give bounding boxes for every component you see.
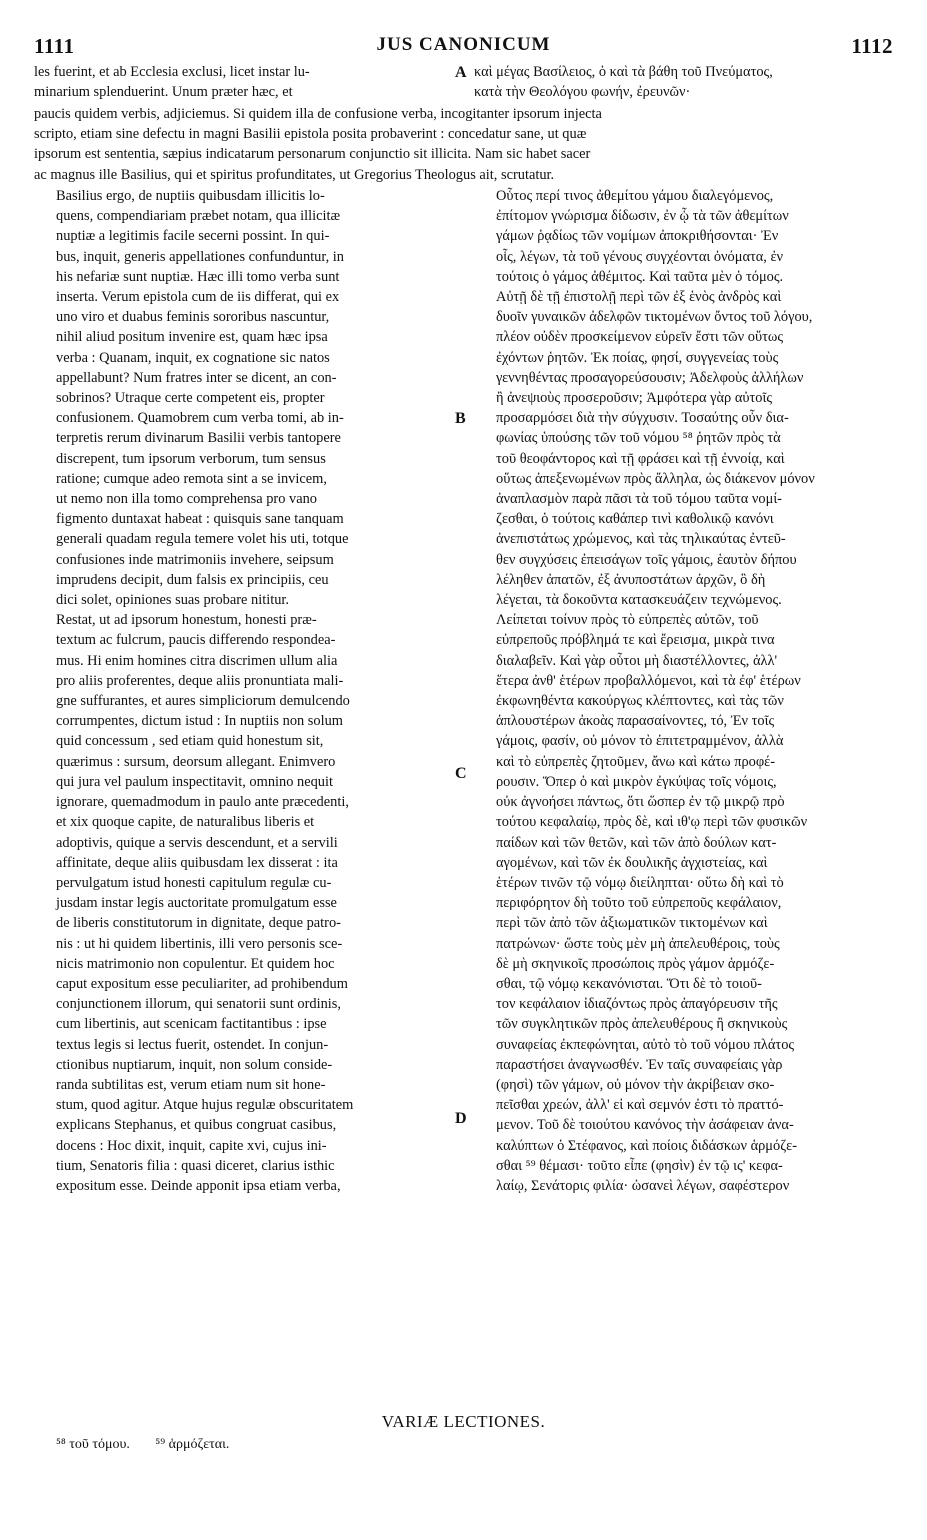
latin-line: confusionem. Quamobrem cum verba tomi, ab in- [56, 410, 344, 427]
latin-line: pervulgatum istud honesti capitulum regulæ cu- [56, 874, 332, 891]
latin-line: nuptiæ a legitimis facile secerni possint. In qui- [56, 228, 330, 245]
latin-line: corrumpentes, dictum istud : In nuptiis non solum [56, 713, 343, 730]
greek-line: καὶ τὸ εὐπρεπὲς ζητοῦμεν, ἄνω καὶ κάτω προφέ- [496, 753, 776, 770]
greek-line: ἕτερα ἀνθ' ἑτέρων προβαλλόμενοι, καὶ τὰ ἐφ' ἑτέρων [496, 672, 801, 689]
latin-line: textum ac fulcrum, paucis differendo respondea- [56, 632, 336, 649]
latin-line: explicans Stephanus, et quibus congruat casibus, [56, 1117, 337, 1134]
margin-letter-c: C [455, 765, 467, 782]
latin-line: imprudens decipit, dum falsis ex principiis, ceu [56, 571, 329, 588]
greek-line: τούτου κεφαλαίῳ, πρὸς δὲ, καὶ ιθ'ῳ περὶ τῶν φυσικῶν [496, 814, 808, 831]
latin-line: randa subtilitas est, verum etiam num sit hone- [56, 1076, 326, 1093]
greek-line: αγομένων, καὶ τῶν ἐκ δουλικῆς ἀγχιστείας, καὶ [496, 854, 768, 871]
margin-letter-a: A [455, 64, 467, 81]
greek-line: λαίῳ, Σενάτορις φιλία· ὡσανεὶ λέγων, σαφέστερον [496, 1177, 790, 1194]
greek-line: πλέον οὐδὲν προσκείμενον εὑρεῖν ἔστι τῶν οὕτως [496, 329, 784, 346]
greek-line: δὲ μὴ σκηνικοῖς προσώποις πρὸς γάμον ἁρμόζε- [496, 955, 775, 972]
greek-line: Λείπεται τοίνυν πρὸς τὸ εὐπρεπὲς αὐτῶν, τοῦ [496, 612, 759, 629]
greek-line: (φησὶ) τῶν γάμων, οὐ μόνον τὴν ἀκρίβειαν σκο- [496, 1076, 775, 1093]
latin-line: verba : Quanam, inquit, ex cognatione sic natos [56, 349, 330, 366]
variant-note: ⁵⁹ ἁρμόζεται. [155, 1437, 230, 1452]
latin-line: expositum esse. Deinde apponit ipsa etiam verba, [56, 1177, 341, 1194]
greek-line: τοῦ θεοφάντορος καὶ τῇ φράσει καὶ τῇ ἐννοίᾳ, καὶ [496, 450, 785, 467]
latin-line: caput expositum esse peculiariter, ad prohibendum [56, 975, 348, 992]
latin-paragraph [34, 186, 447, 610]
latin-line: Restat, ut ad ipsorum honestum, honesti præ- [56, 612, 317, 629]
latin-line: figmento duntaxat habeat : quisquis sane tanquam [56, 511, 344, 528]
latin-line: his nefariæ sunt nuptiæ. Hæc illi tomo verba sunt [56, 268, 340, 285]
greek-line: ζεσθαι, ὁ τούτοις καθάπερ τινὶ καθολικῷ κανόνι [496, 511, 774, 528]
greek-line: οὐκ ἀγνοήσει πάντως, ὅτι ὥσπερ ἐν τῷ μικρῷ πρὸ [496, 794, 785, 811]
latin-line: minarium splenduerint. Unum præter hæc, et [34, 84, 293, 101]
greek-line: γάμων ῥᾳδίως τῶν νομίμων ἀποκριθήσονται· Ἐν [496, 228, 779, 245]
running-title: JUS CANONICUM [376, 34, 551, 55]
latin-line: nis : ut hi quidem libertinis, illi vero personis sce- [56, 935, 343, 952]
latin-line: sobrinos? Utraque certe competent eis, propter [56, 390, 325, 407]
latin-line: conjunctionem illorum, qui senatorii sunt ordinis, [56, 996, 341, 1013]
greek-line: εὐπρεποῦς πρόβλημά τε καὶ ἔρεισμα, μικρὰ τινα [496, 632, 775, 649]
greek-line: συναφείας ἐκπεφώνηται, αὐτὸ τὸ τοῦ νόμου πλάτος [496, 1036, 795, 1053]
latin-line: pro aliis proferentes, deque aliis pronuntiata mali- [56, 672, 344, 689]
latin-line: inserta. Verum epistola cum de iis differat, qui ex [56, 289, 340, 306]
latin-column [34, 186, 447, 1196]
greek-line: λέγεται, τὰ δοκοῦντα κατασκευάζειν τεχνώμενος. [496, 592, 782, 609]
greek-line: τούτοις ὁ γάμος ἀθέμιτος. Καὶ ταῦτα μὲν ὁ τόμος. [496, 268, 784, 285]
greek-line: γεννηθέντας προσαγορεύσουσιν; Ἀδελφοὺς ἀλλήλων [496, 369, 804, 386]
latin-line: ratione; cumque adeo remota sint a se invicem, [56, 470, 327, 487]
greek-line: τῶν συγκλητικῶν πρὸς ἀπελευθέρους ἢ σκηνικοὺς [496, 1016, 788, 1033]
greek-line: κατὰ τὴν Θεολόγου φωνήν, ἐρευνῶν· [474, 84, 691, 101]
greek-line: πεῖσθαι χρεών, ἀλλ' εἰ καὶ σεμνόν ἐστι τὸ πραττό- [496, 1097, 784, 1114]
latin-line: textus legis si lectus fuerit, ostendet. In conjun- [56, 1036, 329, 1053]
page-number-left: 1111 [34, 34, 75, 58]
variae-lectiones-notes [56, 1437, 251, 1453]
latin-line: affinitate, deque aliis quibusdam lex disserat : ita [56, 854, 338, 871]
latin-line: Basilius ergo, de nuptiis quibusdam illicitis lo- [56, 188, 325, 204]
greek-paragraph [474, 610, 892, 1196]
latin-line: tium, Senatoris filia : quasi diceret, clarius isthic [56, 1157, 335, 1174]
latin-line: de liberis constitutorum in dignitate, deque patro- [56, 915, 341, 932]
greek-line: ρουσιν. Ὅπερ ὁ καὶ μικρὸν ἐγκύψας τοῖς νόμοις, [496, 773, 777, 790]
greek-line: Αὐτῇ δὲ τῇ ἐπιστολῇ περὶ τῶν ἐξ ἑνὸς ἀνδρὸς καὶ [496, 289, 782, 306]
latin-line: discrepent, tum ipsorum verborum, tum sensus [56, 450, 326, 467]
greek-line: παίδων καὶ τῶν θετῶν, καὶ τῶν ἀπὸ δούλων κατ- [496, 834, 777, 851]
greek-line: ἐχόντων ῥητῶν. Ἐκ ποίας, φησί, συγγενείας τοὺς [496, 349, 779, 366]
greek-line: ἀνεπιστάτως χρώμενος, καὶ τὰς τηλικαύτας ἐντεῦ- [496, 531, 786, 548]
greek-top-lines [474, 62, 892, 102]
latin-line: generali quadam regula temere volet his uti, totque [56, 531, 349, 548]
latin-line: confusiones inde matrimoniis invehere, seipsum [56, 551, 334, 568]
greek-line: περιφόρητον δὴ τοῦτο τοῦ εὐπρεποῦς κεφάλαιον, [496, 895, 782, 912]
greek-line: δυοῖν γυναικῶν ἀδελφῶν τικτομένων ὄντος τοῦ λόγου, [496, 309, 813, 326]
greek-line: καὶ μέγας Βασίλειος, ὁ καὶ τὰ βάθη τοῦ Πνεύματος, [474, 64, 773, 80]
greek-line: σθαι, τῷ νόμῳ κεκανόνισται. Ὅτι δὲ τὸ τοιοῦ- [496, 975, 762, 992]
greek-line: σθαι ⁵⁹ θέμασι· τοῦτο εἶπε (φησὶν) ἐν τῷ ις' κεφα- [496, 1157, 783, 1174]
greek-line: πατρώνων· ὥστε τοὺς μὲν μὴ ἀπελευθέροις, τοὺς [496, 935, 780, 952]
latin-line: jusdam instar legis auctoritate promulgatum esse [56, 895, 337, 912]
greek-paragraph [474, 186, 892, 610]
greek-line: γάμοις, φασίν, οὐ μόνον τὸ ἐπιτετραμμένον, ἀλλὰ [496, 733, 784, 750]
greek-line: Οὗτος περί τινος ἀθεμίτου γάμου διαλεγόμενος, [496, 188, 774, 204]
latin-line: appellabunt? Num fratres inter se dicent, an con- [56, 369, 337, 386]
greek-line: ἐκφωνηθέντα κακούργως κλέπτοντες, καὶ τὰς τῶν [496, 693, 784, 710]
latin-paragraph [34, 610, 447, 1196]
latin-line: quens, compendiariam præbet notam, qua illicitæ [56, 208, 341, 225]
greek-column [474, 186, 892, 1196]
greek-line: λέληθεν ἀπατῶν, ἐξ ἀνυποστάτων ἀρχῶν, ὃ δὴ [496, 571, 766, 588]
latin-line: bus, inquit, generis appellationes confunduntur, in [56, 248, 344, 265]
latin-line: ctionibus nuptiarum, inquit, non solum conside- [56, 1056, 333, 1073]
greek-line: ἑτέρων τινῶν τῷ νόμῳ διείληπται· οὕτω δὴ καὶ τὸ [496, 874, 784, 891]
latin-line: adoptivis, quique a servis descendunt, et a servili [56, 834, 338, 851]
greek-line: διαλαβεῖν. Καὶ γὰρ οὗτοι μὴ διαστέλλοντες, ἀλλ' [496, 652, 778, 669]
greek-line: φωνίας ὑπούσης τῶν τοῦ νόμου ⁵⁸ ῥητῶν πρὸς τὰ [496, 430, 781, 447]
margin-letter-d: D [455, 1110, 467, 1127]
latin-line: nicis matrimonio non copulentur. Et quidem hoc [56, 955, 335, 972]
greek-line: ἁπλουστέρων ἀκοὰς παρασαίνοντες, τό, Ἐν τοῖς [496, 713, 775, 730]
full-width-line: scripto, etiam sine defectu in magni Basilii epistola posita probaverint : concedatur sane, ut quæ [34, 126, 587, 143]
latin-line: ignorare, quemadmodum in paulo ante præcedenti, [56, 794, 349, 811]
latin-line: et xix quoque capite, de naturalibus liberis et [56, 814, 315, 831]
greek-line: μενον. Τοῦ δὲ τοιούτου κανόνος τὴν ἀσάφειαν ἀνα- [496, 1117, 794, 1134]
full-width-latin [34, 104, 892, 185]
latin-line: les fuerint, et ab Ecclesia exclusi, licet instar lu- [34, 64, 310, 80]
latin-line: uno viro et duabus feminis sororibus nascuntur, [56, 309, 330, 326]
greek-line: παραστήσει ἀναγνωσθέν. Ἐν ταῖς συναφείαις γὰρ [496, 1056, 783, 1073]
greek-line: οἷς, λέγων, τὰ τοῦ γένους συγχέονται ὀνόματα, ἐν [496, 248, 784, 265]
greek-line: καλύπτων ὁ Στέφανος, καὶ ποίοις διδάσκων ἁρμόζε- [496, 1137, 797, 1154]
latin-line: stum, quod agitur. Atque hujus regulæ obscuritatem [56, 1097, 354, 1114]
greek-line: ἢ ἀνεψιοὺς προσεροῦσιν; Ἀμφότερα γὰρ αὐτοῖς [496, 390, 773, 407]
latin-line: ut nemo non illa tomo comprehensa pro vano [56, 491, 317, 508]
latin-line: mus. Hi enim homines citra discrimen ullum alia [56, 652, 338, 669]
latin-line: quærimus : sursum, deorsum allegant. Enimvero [56, 753, 336, 770]
greek-line: θεν συγχύσεις ἐπεισάγων τοῖς γάμοις, ἑαυτὸν δήπου [496, 551, 797, 568]
page-number-right: 1112 [851, 34, 893, 58]
full-width-line: ac magnus ille Basilius, qui et spiritus profunditates, ut Gregorius Theologus ait, scrutatur. [34, 166, 555, 183]
latin-line: qui jura vel paulum inspectitavit, omnino nequit [56, 773, 333, 790]
greek-line: οὕτως ἀπεξενωμένων πρὸς ἄλληλα, ὡς διάκενον μόνον [496, 470, 815, 487]
latin-line: gne suffurantes, et aures simpliciorum demulcendo [56, 693, 350, 710]
greek-line: ἀναπλασμὸν παρὰ πᾶσι τὰ τοῦ τόμου ταῦτα νομί- [496, 491, 782, 508]
full-width-line: ipsorum est sententia, sæpius indicatarum personarum conjunctio sit illicita. Nam sic habet sacer [34, 146, 591, 163]
running-header [30, 34, 897, 62]
latin-line: nihil aliud positum invenire est, quam hæc ipsa [56, 329, 328, 346]
latin-line: terpretis rerum divinarum Basilii verbis tantopere [56, 430, 341, 447]
latin-line: quid concessum , sed etiam quid honestum sit, [56, 733, 324, 750]
latin-line: docens : Hoc dixit, inquit, capite xvi, cujus ini- [56, 1137, 327, 1154]
greek-line: περὶ τῶν ἀπὸ τῶν ἀξιωματικῶν τικτομένων καὶ [496, 915, 768, 932]
greek-line: τον κεφάλαιον ἰδιαζόντως πρὸς ἀπαγόρευσιν τῆς [496, 996, 778, 1013]
full-width-line: paucis quidem verbis, adjiciemus. Si quidem illa de confusione verba, incogitanter ipsorum injecta [34, 106, 602, 122]
latin-line: dici solet, opiniones suas probare nititur. [56, 592, 290, 609]
greek-line: ἐπίτομον γνώρισμα δίδωσιν, ἐν ᾧ τὰ τῶν ἀθεμίτων [496, 208, 789, 225]
variant-note: ⁵⁸ τοῦ τόμου. [56, 1437, 130, 1452]
variae-lectiones-title: VARIÆ LECTIONES. [381, 1412, 546, 1431]
margin-letter-b: B [455, 410, 466, 427]
greek-line: προσαρμόσει διὰ τὴν σύγχυσιν. Τοσαύτης οὖν δια- [496, 410, 789, 427]
latin-top-lines [34, 62, 447, 102]
latin-line: cum libertinis, aut scenicam factitantibus : ipse [56, 1016, 327, 1033]
